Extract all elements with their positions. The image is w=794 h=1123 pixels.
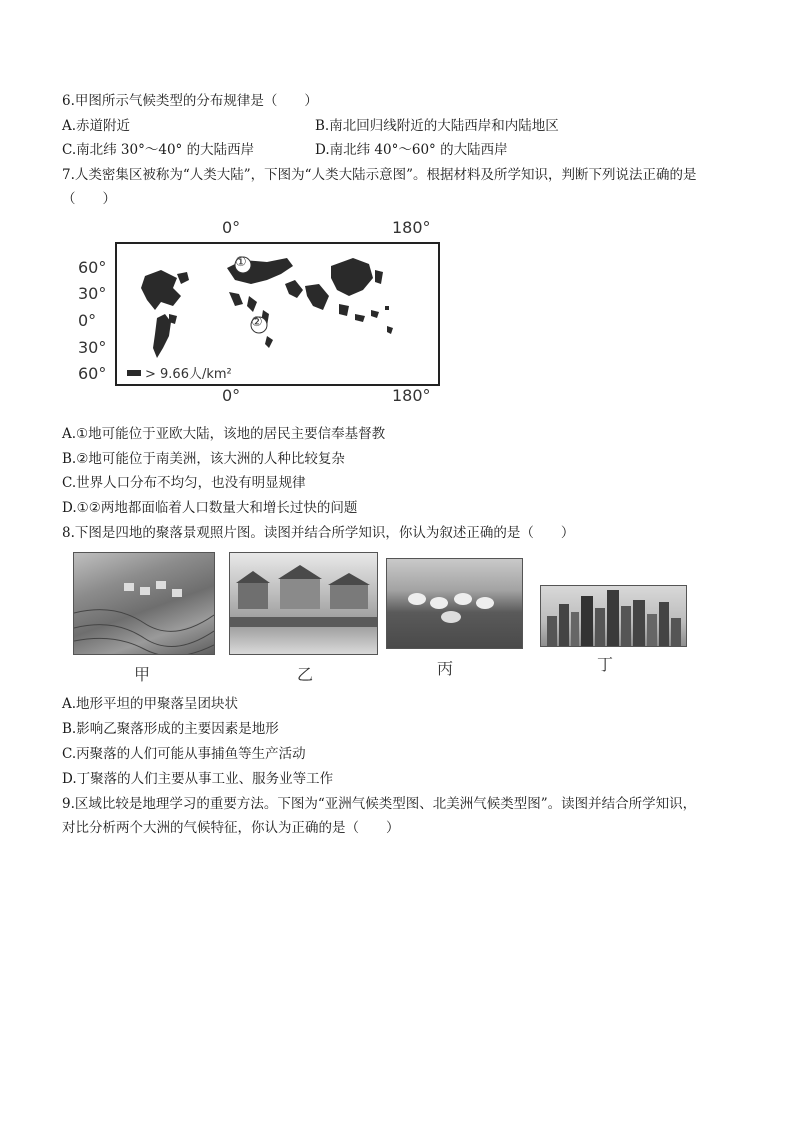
map-bottom-lon-0: 0° [222,386,241,405]
q9-stem-line2: 对比分析两个大洲的气候特征，你认为正确的是（ ） [62,820,400,836]
map-lat-0: 0° [78,311,97,330]
q7-stem-line1: 7.人类密集区被称为“人类大陆”，下图为“人类大陆示意图”。根据材料及所学知识，判断下列说法正确的是 [62,167,697,183]
q8-stem: 8.下图是四地的聚落景观照片图。读图并结合所学知识，你认为叙述正确的是（ ） [62,525,575,541]
photo-label-yi: 乙 [297,665,314,684]
q6-option-a: A.赤道附近 [62,118,131,134]
map-lat-30s: 30° [78,338,107,357]
map-top-lon-0: 0° [222,218,241,237]
q7-stem-line2: （ ） [62,191,116,207]
photo-yi-waterside-village [229,552,378,655]
q6-stem: 6.甲图所示气候类型的分布规律是（ ） [62,93,318,109]
map-lat-60n: 60° [78,258,107,277]
map-bottom-lon-180: 180° [392,386,431,405]
map-lat-60s: 60° [78,364,107,383]
q7-option-c: C.世界人口分布不均匀，也没有明显规律 [62,475,306,491]
map-marker-2: ② [251,315,263,330]
q7-option-d: D.①②两地都面临着人口数量大和增长过快的问题 [62,500,358,516]
photo-label-ding: 丁 [597,655,614,674]
q7-option-a: A.①地可能位于亚欧大陆，该地的居民主要信奉基督教 [62,426,386,442]
photo-bing-yurts-grassland [386,558,523,649]
q8-option-a: A.地形平坦的甲聚落呈团块状 [62,696,239,712]
q6-option-b: B.南北回归线附近的大陆西岸和内陆地区 [315,118,559,134]
photo-label-jia: 甲 [134,665,151,684]
map-lat-30n: 30° [78,284,107,303]
q6-option-c: C.南北纬 30°～40° 的大陆西岸 [62,142,255,158]
photo-label-bing: 丙 [437,659,454,678]
q8-option-d: D.丁聚落的人们主要从事工业、服务业等工作 [62,771,334,787]
q9-stem-line1: 9.区域比较是地理学习的重要方法。下图为“亚洲气候类型图、北美洲气候类型图”。读图并结合所学知识， [62,796,697,812]
photo-jia-terraced-village [73,552,215,655]
map-legend: > 9.66人/km² [145,367,232,382]
q8-option-b: B.影响乙聚落形成的主要因素是地形 [62,721,279,737]
q7-option-b: B.②地可能位于南美洲，该大洲的人种比较复杂 [62,451,345,467]
q6-option-d: D.南北纬 40°～60° 的大陆西岸 [315,142,508,158]
photo-ding-city-skyline [540,585,687,647]
q8-option-c: C.丙聚落的人们可能从事捕鱼等生产活动 [62,746,306,762]
map-marker-1: ① [235,255,247,270]
map-top-lon-180: 180° [392,218,431,237]
map-frame [115,242,440,386]
